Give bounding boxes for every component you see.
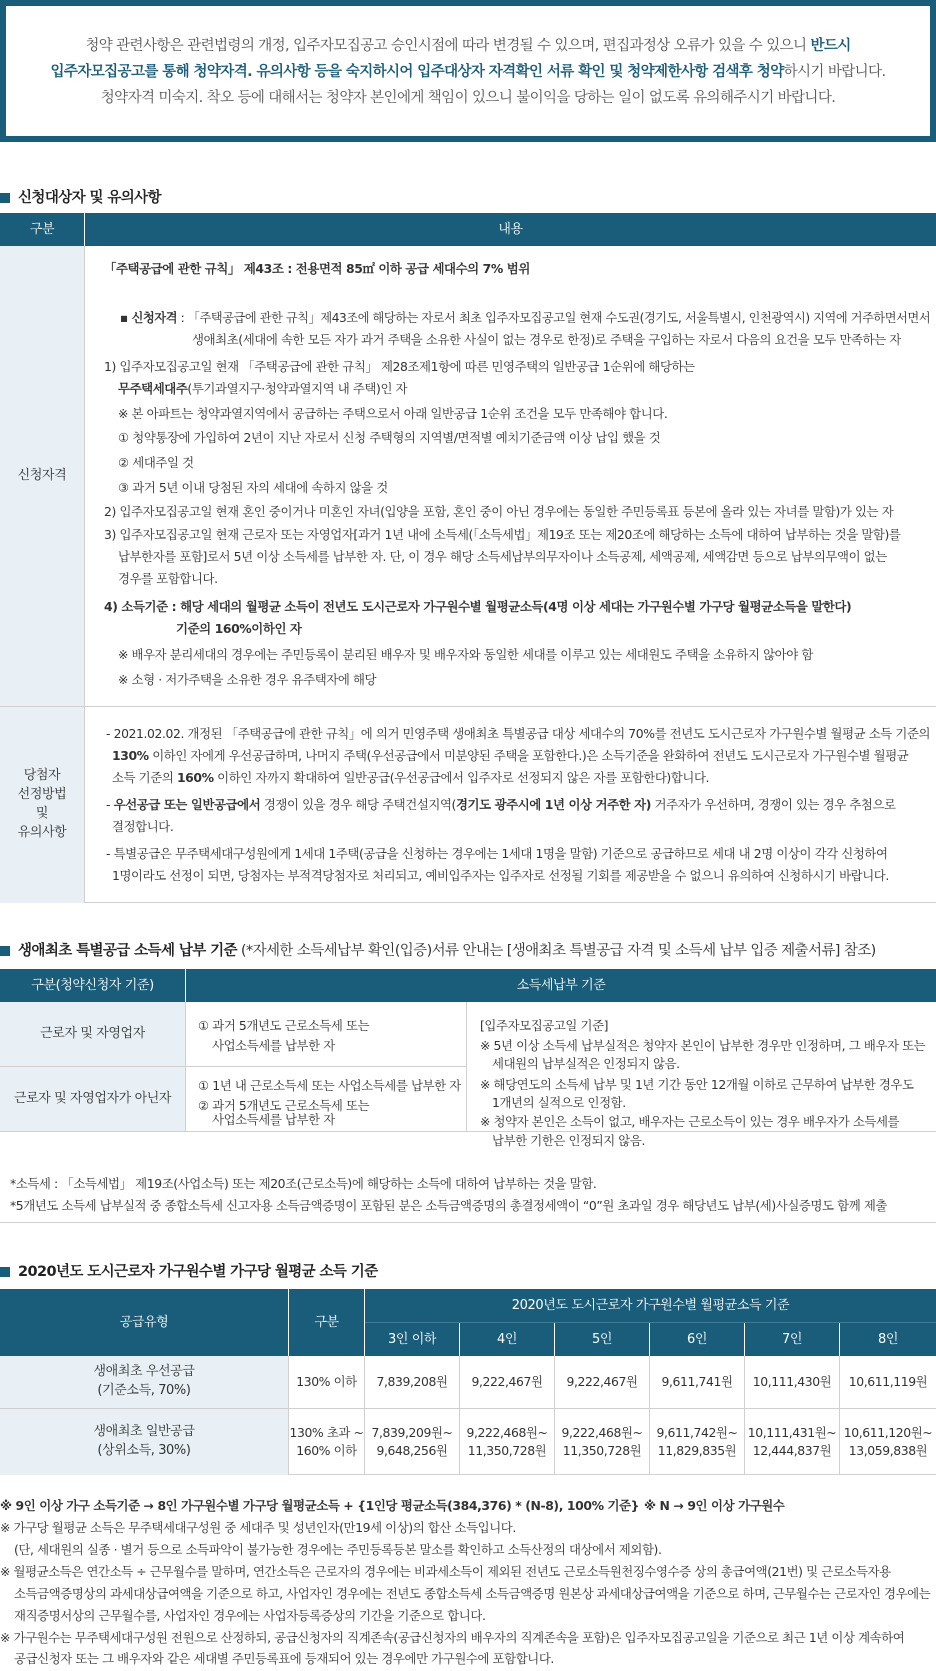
- notice-box: [0, 0, 936, 142]
- priority-value: 10,611,119원: [848, 1374, 928, 1389]
- col-header-gubun: 구분: [289, 1289, 364, 1356]
- row-label-eligibility: 신청자격: [0, 246, 84, 706]
- priority-value: 10,111,430원: [752, 1374, 832, 1389]
- col-header-size: 4인: [460, 1323, 554, 1356]
- general-value: 7,839,209원~ 9,648,256원: [371, 1425, 453, 1458]
- row-label-general: 생애최초 일반공급 (상위소득, 30%): [0, 1409, 288, 1475]
- col-header-group: 2020년도 도시근로자 가구원수별 월평균소득 기준: [365, 1289, 936, 1322]
- notice-line-2: 입주자모집공고를 통해 청약자격. 유의사항 등을 숙지하시어 입주대상자 자격확인 서류 확인 및 청약제한사항 검색후 청약하시기 바랍니다.: [50, 63, 886, 80]
- priority-value: 9,222,467원: [566, 1374, 638, 1389]
- col-header-content: 내용: [85, 213, 936, 246]
- eligibility-table: 구분 내용 신청자격 당첨자 선정방법 및 유의사항 「주택공급에 관한 규칙」 제43조 : 전용면적 85㎡ 이하 공급 세대수의 7% 범위 ▪ 신청자격 : 「주택공급에 관한 규칙」제43조에 해당하는 자로서 최초 입주자모집공고일 현재 수도권(경기도, 서울특별시, 인천광역시) 지역에 거주하면서면서 생애최초(세대에 속한 모든 자가 과거 주택을 소유한 사실이 없는 경우로 한정)로 주택을 구입하는 자로서 다음의 요건을 모두 만족하는 자 1) 입주자모집공고일 현재 「주택공급에 관한 규칙」 제28조제1항에 따른 민영주택의 일반공급 1순위에 해당하는 무주택세대주(투기과열지구·청약과열지역 내 주택)인 자 ※ 본 아파트는 청약과열지역에서 공급하는 주택으로서 아래 일반공급 1순위 조건을 모두 만족해야 합니다. ① 청약통장에 가입하여 2년이 지난 자로서 신청 주택형의 지역별/면적별 예치기준금액 이상 납입 했을 것 ② 세대주일 것 ③ 과거 5년 이내 당첨된 자의 세대에 속하지 않을 것 2) 입주자모집공고일 현재 혼인 중이거나 미혼인 자녀(입양을 포함, 혼인 중이 아닌 경우에는 동일한 주민등록표 등본에 올라 있는 자녀를 말함)가 있는 자 3) 입주자모집공고일 현재 근로자 또는 자영업자[과거 1년 내에 소득세(「소득세법」제19조 또는 제20조에 해당하는 소득에 대하여 납부하는 것을 말함)를 납부한자를 포함]로서 5년 이상 소득세를 납부한 자. 단, 이 경우 해당 소득세납부의무자이나 소득공제, 세액공제, 세액감면 등으로 납부의무액이 없는 경우를 포함합니다. 4) 소득기준 : 해당 세대의 월평균 소득이 전년도 도시근로자 가구원수별 월평균소득(4명 이상 세대는 가구원수별 가구당 월평균소득을 말한다) 기준의 160%이하인 자 ※ 배우자 분리세대의 경우에는 주민등록이 분리된 배우자 및 배우자와 동일한 세대를 이루고 있는 세대원도 주택을 소유하지 않아야 함 ※ 소형 · 저가주택을 소유한 경우 유주택자에 해당 - 2021.02.02. 개정된 「주택공급에 관한 규칙」에 의거 민영주택 생애최초 특별공급 대상 세대수의 70%를 전년도 도시근로자 가구원수별 월평균 소득 기준의 130% 이하인 자에게 우선공급하며, 나머지 주택(우선공급에서 미분양된 주택을 포함한다.)은 소득기준을 완화하여 전년도 도시근로자 가구원수별 월평균 소득 기준의 160% 이하인 자까지 확대하여 일반공급(우선공급에서 입주자로 선정되지 않은 자를 포함한다)합니다. - 우선공급 또는 일반공급에서 경쟁이 있을 경우 해당 주택건설지역(경기도 광주시에 1년 이상 거주한 자) 거주자가 우선하며, 경쟁이 있는 경우 추첨으로 결정합니다. - 특별공급은 무주택세대구성원에게 1세대 1주택(공급을 신청하는 경우에는 1세대 1명을 말함) 기준으로 공급하므로 세대 내 2명 이상이 각각 신청하여 1명이라도 선정이 되면, 당첨자는 부적격당첨자로 처리되고, 예비입주자는 입주자로 선정될 기회를 제공받을 수 없으니 유의하여 신청하시기 바랍니다.: [0, 213, 936, 903]
- general-value: 9,222,468원~ 11,350,728원: [561, 1425, 643, 1458]
- row-label-selection: 당첨자 선정방법 및 유의사항: [0, 707, 84, 903]
- row-label-priority: 생애최초 우선공급 (기준소득, 70%): [0, 1356, 288, 1408]
- section-title-eligibility: 신청대상자 및 유의사항: [0, 188, 161, 208]
- priority-value: 7,839,208원: [376, 1374, 448, 1389]
- priority-value: 9,611,741원: [661, 1374, 733, 1389]
- col-header-supply-type: 공급유형: [0, 1289, 288, 1356]
- section-title-income-tax: 생애최초 특별공급 소득세 납부 기준 (*자세한 소득세납부 확인(입증)서류 안내는 [생애최초 특별공급 자격 및 소득세 납부 입증 제출서류] 참조): [0, 941, 876, 961]
- col-header-size: 7인: [745, 1323, 839, 1356]
- general-gubun: 130% 초과 ~ 160% 이하: [289, 1425, 364, 1458]
- row-label-worker: 근로자 및 자영업자: [0, 1002, 185, 1066]
- col-header-size: 8인: [840, 1323, 936, 1356]
- col-header-tax-criteria: 소득세납부 기준: [186, 969, 936, 1002]
- priority-gubun: 130% 이하: [296, 1374, 357, 1389]
- col-header-category: 구분: [0, 213, 84, 246]
- general-value: 10,111,431원~ 12,444,837원: [747, 1425, 837, 1458]
- income-standard-table: [0, 1289, 936, 1475]
- general-value: 10,611,120원~ 13,059,838원: [843, 1425, 933, 1458]
- section-title-income-standard: 2020년도 도시근로자 가구원수별 가구당 월평균 소득 기준: [0, 1262, 378, 1282]
- row-label-non-worker: 근로자 및 자영업자가 아닌자: [0, 1067, 185, 1131]
- col-header-size: 5인: [555, 1323, 649, 1356]
- income-tax-table: 구분(청약신청자 기준) 소득세납부 기준 근로자 및 자영업자 근로자 및 자영업자가 아닌자 ① 과거 5개년도 근로소득세 또는 사업소득세를 납부한 자 ① 1년 내 근로소득세 또는 사업소득세를 납부한 자 ② 과거 5개년도 근로소득세 또는 사업소득세를 납부한 자 [입주자모집공고일 기준] ※ 5년 이상 소득세 납부실적은 청약자 본인이 납부한 경우만 인정하며, 그 배우자 또는 세대원의 납부실적은 인정되지 않음. ※ 해당연도의 소득세 납부 및 1년 기간 동안 12개월 이하로 근무하여 납부한 경우도 1개년의 실적으로 인정함. ※ 청약자 본인은 소득이 없고, 배우자는 근로소득이 있는 경우 배우자가 소득세를: [0, 969, 936, 1164]
- priority-value: 9,222,467원: [471, 1374, 543, 1389]
- col-header-size: 3인 이하: [365, 1323, 459, 1356]
- notice-text: [6, 6, 930, 136]
- bullet-square-icon: [0, 946, 10, 956]
- notice-line-3: 청약자격 미숙지. 착오 등에 대해서는 청약자 본인에게 책임이 있으니 불이익을 당하는 일이 없도록 유의해주시기 바랍니다.: [100, 89, 836, 106]
- bullet-square-icon: [0, 1267, 10, 1277]
- general-value: 9,222,468원~ 11,350,728원: [466, 1425, 548, 1458]
- col-header-applicant: 구분(청약신청자 기준): [0, 969, 185, 1002]
- general-value: 9,611,742원~ 11,829,835원: [656, 1425, 738, 1458]
- notice-line-1: 청약 관련사항은 관련법령의 개정, 입주자모집공고 승인시점에 따라 변경될 수 있으며, 편집과정상 오류가 있을 수 있으니 반드시: [85, 38, 851, 54]
- bullet-square-icon: [0, 193, 10, 203]
- col-header-size: 6인: [650, 1323, 744, 1356]
